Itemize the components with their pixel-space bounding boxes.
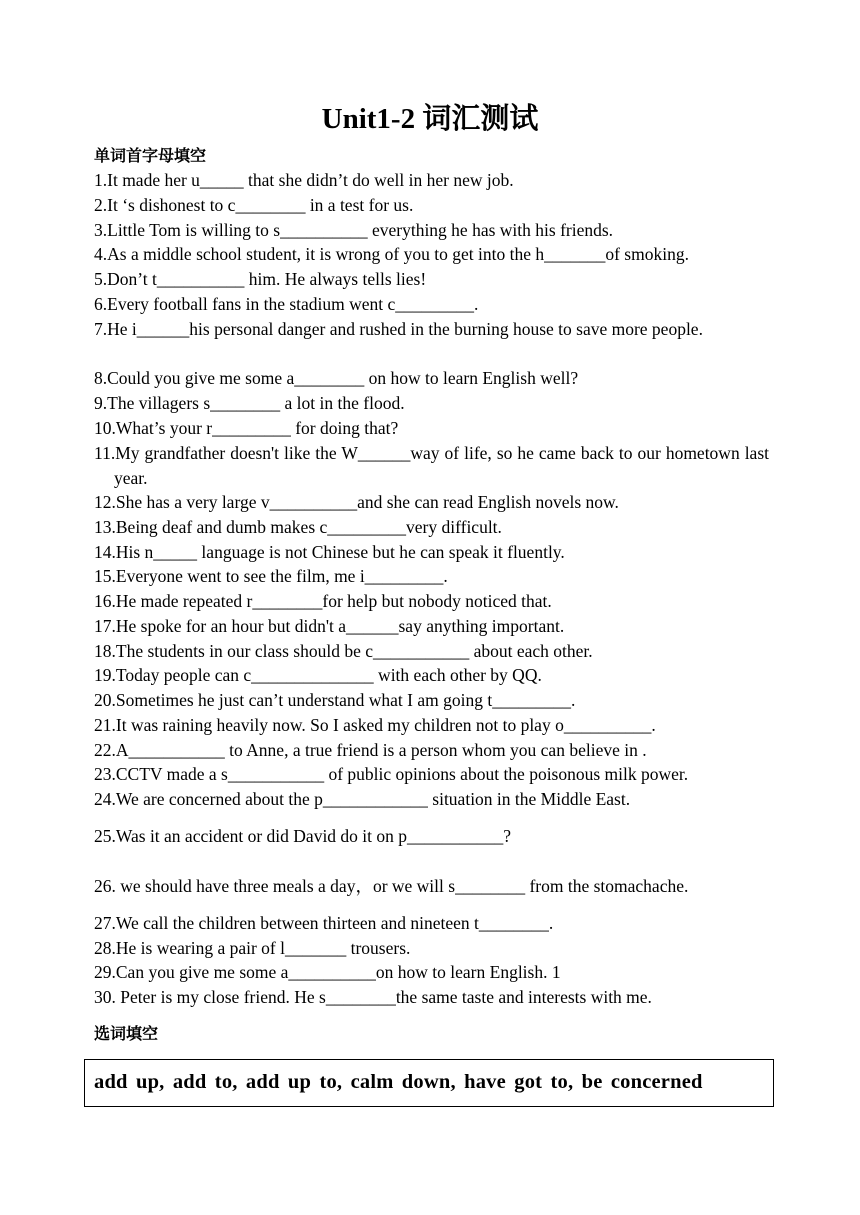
question-item: 26. we should have three meals a day，or we will s________ from the stomachache. [94, 876, 689, 896]
question-item: 18.The students in our class should be c___________ about each other. [94, 641, 593, 661]
question-item: 4.As a middle school student, it is wrong of you to get into the h_______of smoking. [94, 244, 689, 264]
question-item: 28.He is wearing a pair of l_______ trousers. [94, 938, 411, 958]
question-item: 2.It ‘s dishonest to c________ in a test for us. [94, 195, 414, 215]
question-item: 23.CCTV made a s___________ of public opinions about the poisonous milk power. [94, 764, 689, 784]
question-item: 11.My grandfather doesn't like the W______way of life, so he came back to our hometown last year. [94, 443, 769, 488]
question-item: 25.Was it an accident or did David do it on p___________? [94, 826, 512, 846]
question-item: 30. Peter is my close friend. He s________the same taste and interests with me. [94, 987, 652, 1007]
question-item: 7.He i______his personal danger and rushed in the burning house to save more people. [94, 319, 703, 339]
question-item: 6.Every football fans in the stadium went c_________. [94, 294, 479, 314]
question-item: 8.Could you give me some a________ on how to learn English well? [94, 368, 579, 388]
question-item: 19.Today people can c______________ with each other by QQ. [94, 665, 542, 685]
question-item: 16.He made repeated r________for help but nobody noticed that. [94, 591, 552, 611]
question-item: 17.He spoke for an hour but didn't a______say anything important. [94, 616, 565, 636]
question-item: 24.We are concerned about the p____________ situation in the Middle East. [94, 789, 631, 809]
page-title: Unit1-2 词汇测试 [321, 103, 539, 135]
question-item: 12.She has a very large v__________and she can read English novels now. [94, 492, 619, 512]
question-item: 10.What’s your r_________ for doing that? [94, 418, 399, 438]
question-item: 29.Can you give me some a__________on how to learn English. 1 [94, 962, 561, 982]
question-item: 21.It was raining heavily now. So I asked my children not to play o__________. [94, 715, 656, 735]
word-bank-box: add up, add to, add up to, calm down, have got to, be concerned [84, 1059, 774, 1107]
question-item: 27.We call the children between thirteen and nineteen t________. [94, 913, 554, 933]
question-item: 9.The villagers s________ a lot in the flood. [94, 393, 405, 413]
question-item: 14.His n_____ language is not Chinese but he can speak it fluently. [94, 542, 565, 562]
section-heading-initial-letter: 单词首字母填空 [94, 146, 207, 165]
question-item: 20.Sometimes he just can’t understand what I am going t_________. [94, 690, 576, 710]
question-item: 22.A___________ to Anne, a true friend is a person whom you can believe in . [94, 740, 647, 760]
question-item: 1.It made her u_____ that she didn’t do well in her new job. [94, 170, 514, 190]
question-item: 5.Don’t t__________ him. He always tells lies! [94, 269, 427, 289]
section-heading-word-choice: 选词填空 [94, 1024, 159, 1043]
question-item: 13.Being deaf and dumb makes c_________very difficult. [94, 517, 502, 537]
question-item: 15.Everyone went to see the film, me i_________. [94, 566, 448, 586]
question-item: 3.Little Tom is willing to s__________ everything he has with his friends. [94, 220, 614, 240]
